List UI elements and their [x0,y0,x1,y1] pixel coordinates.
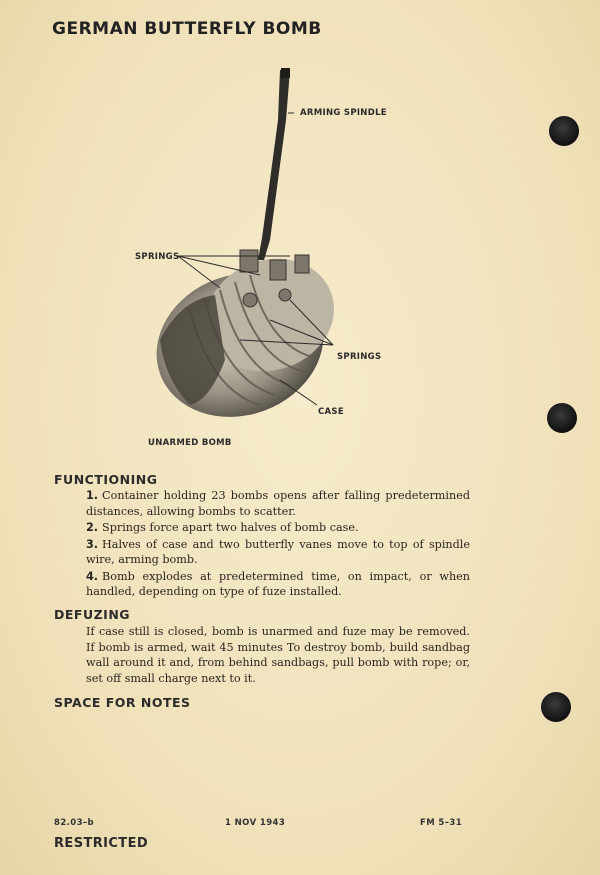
label-springs-top: SPRINGS [135,252,180,262]
list-item: 4. Bomb explodes at predetermined time, on impact, or when handled, depending on type of fuze installed. [86,569,470,598]
defuzing-heading: DEFUZING [54,607,131,622]
binder-hole-bottom [541,692,571,722]
footer-reference: 82.03–b [54,818,95,828]
list-item: 3. Halves of case and two butterfly vanes move to top of spindle wire, arming bomb. [86,537,470,566]
page-title: GERMAN BUTTERFLY BOMB [52,19,322,39]
label-case: CASE [318,407,344,417]
binder-hole-top [549,116,579,146]
functioning-heading: FUNCTIONING [54,472,158,487]
defuzing-text: If case still is closed, bomb is unarmed and fuze may be removed. If bomb is armed, wait 45 minutes To destroy bomb, build sandbag wall around it and, from behind sandbags, pull bomb with rope; or, set off small charge next to it. [86,625,470,685]
functioning-list [86,488,470,601]
label-springs-right: SPRINGS [337,352,382,362]
list-item: 1. Container holding 23 bombs opens after falling predetermined distances, allowing bombs to scatter. [86,489,470,518]
footer-date: 1 NOV 1943 [225,818,286,828]
classification-label: RESTRICTED [54,836,149,851]
binder-hole-middle [547,403,577,433]
label-arming-spindle: ARMING SPINDLE [300,108,387,118]
figure-caption: UNARMED BOMB [148,438,232,448]
notes-heading: SPACE FOR NOTES [54,695,191,710]
footer-manual: FM 5–31 [420,818,463,828]
list-item: 2. Springs force apart two halves of bomb case. [86,521,359,534]
